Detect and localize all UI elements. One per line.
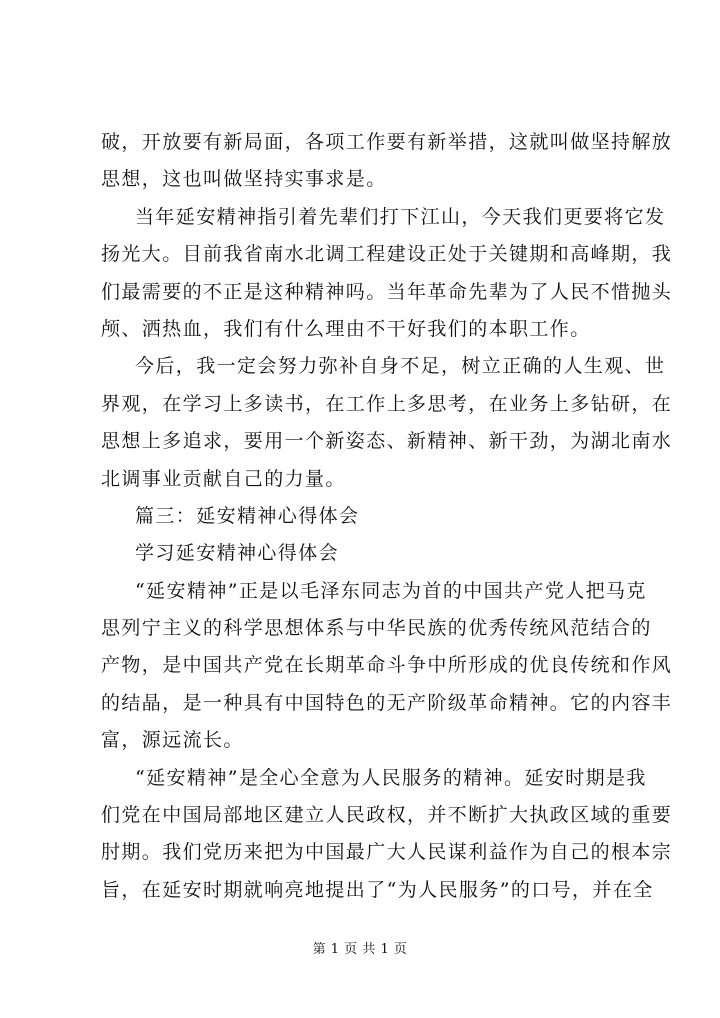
section-heading: 篇三：延安精神心得体会 — [135, 504, 360, 527]
body-line: 肘期。我们党历来把为中国最广大人民谋利益作为自己的根本宗 — [101, 841, 673, 864]
body-line: 思想，这也叫做坚持实事求是。 — [101, 168, 387, 191]
body-line: 界观，在学习上多读书，在工作上多思考，在业务上多钻研，在 — [101, 392, 673, 415]
body-line: 北调事业贡献自己的力量。 — [101, 467, 346, 490]
body-line: 们党在中国局部地区建立人民政权，并不断扩大执政区域的重要 — [101, 804, 673, 827]
body-line: 扬光大。目前我省南水北调工程建设正处于关键期和高峰期，我 — [101, 243, 673, 266]
body-line: 旨，在延安时期就响亮地提出了“为人民服务”的口号，并在全 — [101, 878, 654, 901]
body-line: 当年延安精神指引着先辈们打下江山，今天我们更要将它发 — [135, 205, 666, 228]
body-line: 思列宁主义的科学思想体系与中华民族的优秀传统风范结合的 — [101, 617, 652, 640]
body-line: 颅、洒热血，我们有什么理由不干好我们的本职工作。 — [101, 317, 591, 340]
body-line: 今后，我一定会努力弥补自身不足，树立正确的人生观、世 — [135, 355, 666, 378]
document-body — [101, 124, 673, 909]
body-line: “延安精神”是全心全意为人民服务的精神。延安时期是我 — [135, 766, 647, 789]
body-line: 富，源远流长。 — [101, 729, 244, 752]
body-line: 破，开放要有新局面，各项工作要有新举措，这就叫做坚持解放 — [101, 131, 673, 153]
page-number-footer: 第 1 页 共 1 页 — [312, 942, 408, 957]
body-line: 产物，是中国共产党在长期革命斗争中所形成的优良传统和作风 — [101, 654, 673, 677]
article-title: 学习延安精神心得体会 — [135, 542, 340, 565]
body-line: “延安精神”正是以毛泽东同志为首的中国共产党人把马克 — [135, 579, 647, 602]
body-line: 们最需要的不正是这种精神吗。当年革命先辈为了人民不惜抛头 — [101, 280, 673, 303]
body-line: 思想上多追求，要用一个新姿态、新精神、新干劲，为湖北南水 — [101, 430, 673, 453]
body-line: 的结晶，是一种具有中国特色的无产阶级革命精神。它的内容丰 — [101, 691, 673, 714]
